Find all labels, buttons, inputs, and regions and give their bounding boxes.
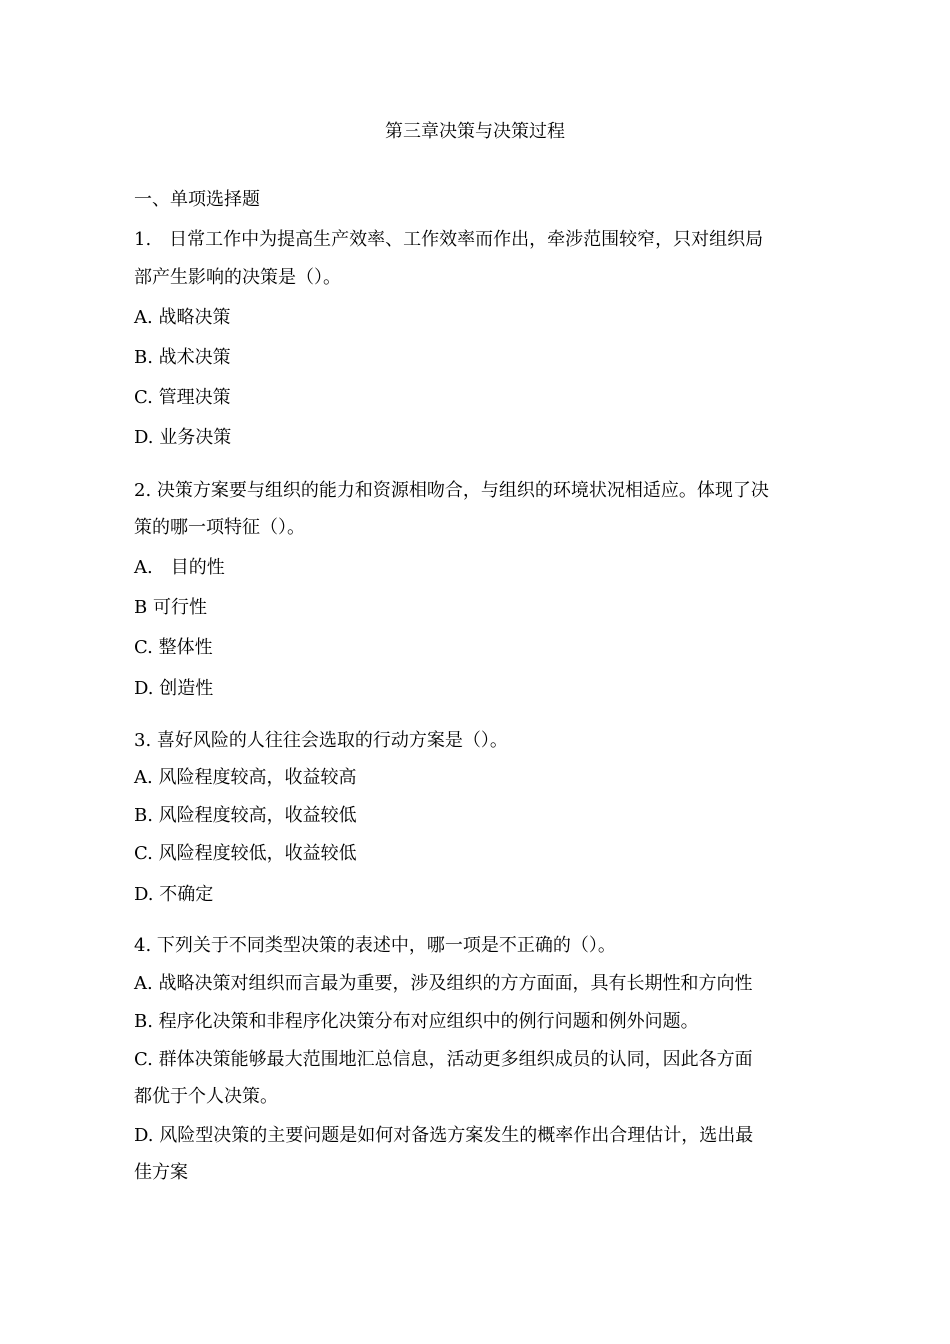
question-4-option-a: A. 战略决策对组织而言最为重要，涉及组织的方方面面，具有长期性和方向性	[134, 973, 753, 994]
question-2-text: 2. 决策方案要与组织的能力和资源相吻合，与组织的环境状况相适应。体现了决	[134, 480, 769, 501]
question-4-option-d-cont: 佳方案	[134, 1162, 188, 1183]
question-1-option-b: B. 战术决策	[134, 347, 231, 368]
question-4-option-c: C. 群体决策能够最大范围地汇总信息，活动更多组织成员的认同，因此各方面	[134, 1049, 753, 1070]
question-1-text: 1. 日常工作中为提高生产效率、工作效率而作出，牵涉范围较窄，只对组织局	[134, 229, 764, 250]
question-1-option-a: A. 战略决策	[134, 307, 231, 328]
question-2-option-d: D. 创造性	[134, 678, 214, 699]
question-1-option-d: D. 业务决策	[134, 427, 232, 448]
question-3-option-c: C. 风险程度较低，收益较低	[134, 843, 357, 864]
question-4-text: 4. 下列关于不同类型决策的表述中，哪一项是不正确的（）。	[134, 935, 616, 956]
question-2-text-cont: 策的哪一项特征（）。	[134, 517, 305, 538]
question-3-option-b: B. 风险程度较高，收益较低	[134, 805, 357, 826]
question-3-option-d: D. 不确定	[134, 884, 214, 905]
section-heading: 一、单项选择题	[134, 189, 260, 210]
question-4-option-d: D. 风险型决策的主要问题是如何对备选方案发生的概率作出合理估计，选出最	[134, 1125, 754, 1146]
question-1-text-cont: 部产生影响的决策是（）。	[134, 267, 341, 288]
question-3-text: 3. 喜好风险的人往往会选取的行动方案是（）。	[134, 730, 508, 751]
question-4-option-c-cont: 都优于个人决策。	[134, 1086, 278, 1107]
question-4-option-b: B. 程序化决策和非程序化决策分布对应组织中的例行问题和例外问题。	[134, 1011, 699, 1032]
question-2-option-c: C. 整体性	[134, 637, 213, 658]
question-1-option-c: C. 管理决策	[134, 387, 231, 408]
question-3-option-a: A. 风险程度较高，收益较高	[134, 767, 357, 788]
question-2-option-b: B 可行性	[134, 597, 207, 618]
question-2-option-a: A. 目的性	[134, 557, 225, 578]
document-title: 第三章决策与决策过程	[385, 121, 565, 142]
